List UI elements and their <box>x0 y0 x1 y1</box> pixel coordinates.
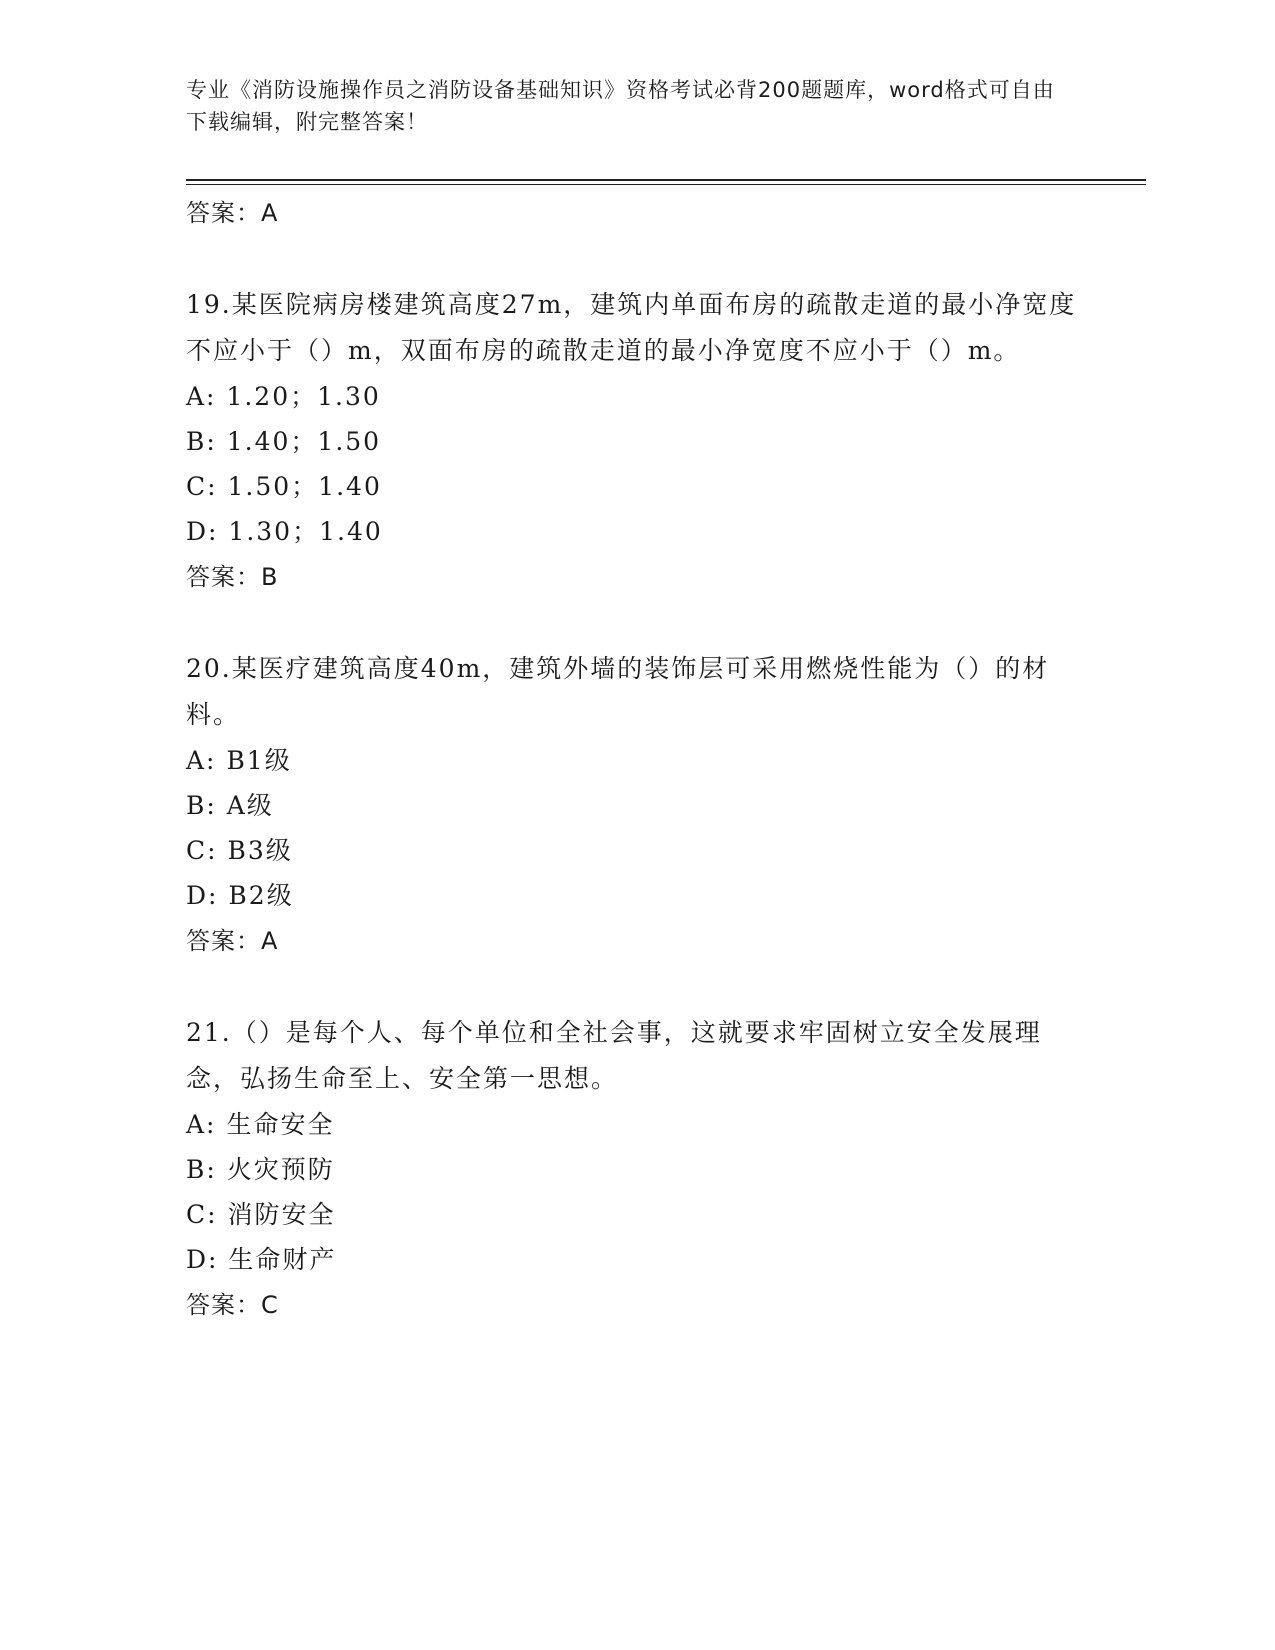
option-b <box>186 783 1086 828</box>
option-text: 生命财产 <box>228 1245 337 1274</box>
option-text: 1.50；1.40 <box>227 472 382 501</box>
spacer <box>186 964 1086 1010</box>
header-divider-thin <box>186 184 1146 185</box>
option-letter: D: <box>186 1245 219 1274</box>
option-letter: A: <box>186 382 217 411</box>
option-letter: A: <box>186 746 217 775</box>
spacer <box>186 600 1086 646</box>
option-text: 1.30；1.40 <box>228 517 383 546</box>
option-letter: D: <box>186 881 219 910</box>
option-a <box>186 1102 1086 1147</box>
option-a <box>186 738 1086 783</box>
question-text: 20.某医疗建筑高度40m，建筑外墙的装饰层可采用燃烧性能为（）的材料。 <box>186 654 1050 729</box>
question-list <box>186 190 1086 1328</box>
header-divider-thick <box>186 179 1146 181</box>
document-header: 专业《消防设施操作员之消防设备基础知识》资格考试必背200题题库，word格式可自由下载编辑，附完整答案！ <box>186 78 1055 134</box>
option-d <box>186 509 1086 554</box>
option-c <box>186 1192 1086 1237</box>
option-letter: C: <box>186 1200 218 1229</box>
question-text: 21.（）是每个人、每个单位和全社会事，这就要求牢固树立安全发展理念，弘扬生命至上、安全第一思想。 <box>186 1018 1042 1093</box>
question-block-19 <box>186 282 1086 600</box>
question-block-21 <box>186 1010 1086 1328</box>
option-letter: B: <box>186 427 217 456</box>
option-letter: B: <box>186 791 217 820</box>
question-text: 19.某医院病房楼建筑高度27m，建筑内单面布房的疏散走道的最小净宽度不应小于（）m，双面布房的疏散走道的最小净宽度不应小于（）m。 <box>186 290 1077 365</box>
spacer <box>186 236 1086 282</box>
option-text: B3级 <box>227 836 293 865</box>
option-text: B2级 <box>228 881 294 910</box>
option-text: 火灾预防 <box>226 1155 335 1184</box>
option-text: 1.40；1.50 <box>226 427 382 456</box>
option-text: B1级 <box>226 746 292 775</box>
option-text: 消防安全 <box>227 1200 336 1229</box>
option-c <box>186 828 1086 873</box>
answer-line: 答案：C <box>186 1291 279 1319</box>
option-d <box>186 1237 1086 1282</box>
option-d <box>186 873 1086 918</box>
answer-line: 答案：A <box>186 927 279 955</box>
option-text: 1.20；1.30 <box>226 382 381 411</box>
option-b <box>186 1147 1086 1192</box>
option-c <box>186 464 1086 509</box>
question-block-20 <box>186 646 1086 964</box>
option-b <box>186 419 1086 464</box>
option-letter: C: <box>186 472 218 501</box>
option-letter: B: <box>186 1155 217 1184</box>
answer-line: 答案：B <box>186 563 279 591</box>
option-a <box>186 374 1086 419</box>
option-letter: C: <box>186 836 218 865</box>
option-text: 生命安全 <box>226 1110 335 1139</box>
option-text: A级 <box>226 791 274 820</box>
option-letter: D: <box>186 517 219 546</box>
answer-line: 答案：A <box>186 199 279 227</box>
option-letter: A: <box>186 1110 217 1139</box>
